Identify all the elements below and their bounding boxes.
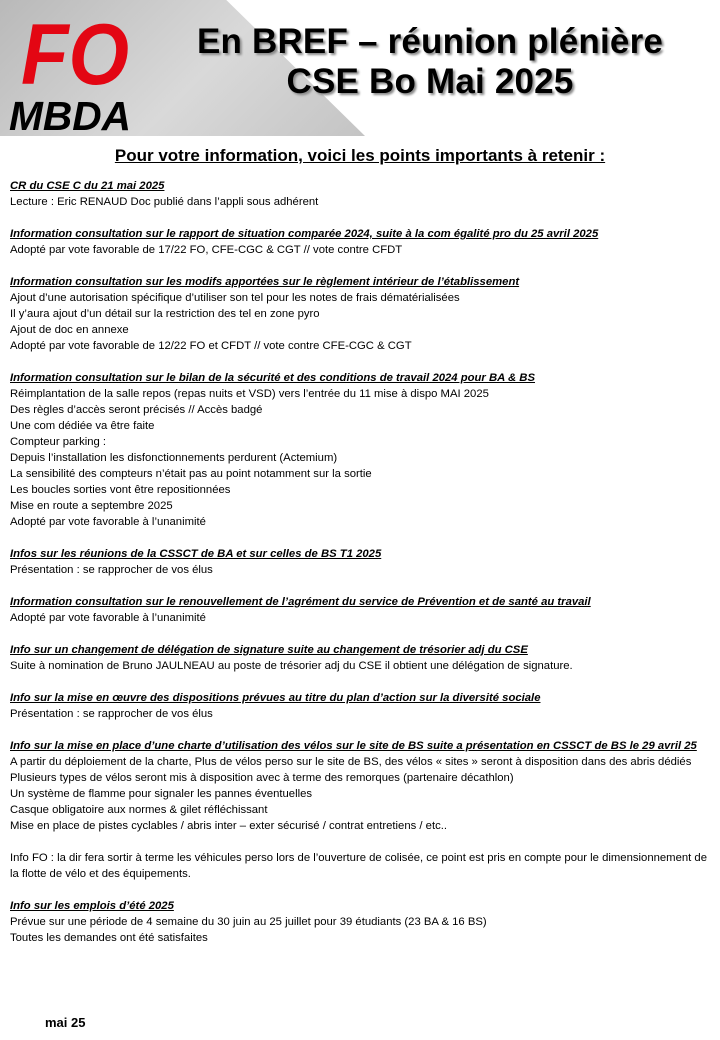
info-fo-note: Info FO : la dir fera sortir à terme les véhicules perso lors de l’ouverture de colisée, ce point est pris en compte pour le dimensionnement de la flotte de vélo et des équipements. bbox=[10, 852, 707, 880]
section-line: Ajout de doc en annexe bbox=[10, 324, 129, 336]
section-line: Compteur parking : bbox=[10, 436, 107, 448]
section-line: Un système de flamme pour signaler les pannes éventuelles bbox=[10, 788, 313, 800]
section-title: CR du CSE C du 21 mai 2025 bbox=[10, 180, 165, 192]
section-line: Lecture : Eric RENAUD Doc publié dans l’appli sous adhérent bbox=[10, 196, 319, 208]
section-line: Présentation : se rapprocher de vos élus bbox=[10, 564, 213, 576]
logo-fo-text: FO bbox=[21, 7, 129, 103]
section-agrement-sante bbox=[10, 594, 714, 626]
section-reglement-interieur bbox=[10, 274, 714, 354]
section-emplois-ete bbox=[10, 898, 714, 946]
section-line: Mise en route a septembre 2025 bbox=[10, 500, 173, 512]
section-rapport-situation bbox=[10, 226, 714, 258]
section-title: Info sur la mise en place d’une charte d’utilisation des vélos sur le site de BS suite a présentation en CSSCT de BS le 29 avril 25 bbox=[10, 740, 697, 752]
section-line: Toutes les demandes ont été satisfaites bbox=[10, 932, 208, 944]
section-line: Suite à nomination de Bruno JAULNEAU au poste de trésorier adj du CSE il obtient une délégation de signature. bbox=[10, 660, 573, 672]
page-title bbox=[150, 22, 710, 102]
section-line: Réimplantation de la salle repos (repas nuits et VSD) vers l’entrée du 11 mise à dispo MAI 2025 bbox=[10, 388, 489, 400]
section-title: Infos sur les réunions de la CSSCT de BA et sur celles de BS T1 2025 bbox=[10, 548, 382, 560]
section-charte-velos bbox=[10, 738, 714, 882]
section-line: Mise en place de pistes cyclables / abris inter – exter sécurisé / contrat entretiens / etc.. bbox=[10, 820, 448, 832]
section-title: Info sur la mise en œuvre des dispositions prévues au titre du plan d’action sur la diversité sociale bbox=[10, 692, 541, 704]
section-line: Depuis l’installation les disfonctionnements perdurent (Actemium) bbox=[10, 452, 338, 464]
section-line: Il y’aura ajout d’un détail sur la restriction des tel en zone pyro bbox=[10, 308, 320, 320]
section-title: Information consultation sur le bilan de la sécurité et des conditions de travail 2024 pour BA & BS bbox=[10, 372, 535, 384]
section-line: Adopté par vote favorable à l’unanimité bbox=[10, 516, 206, 528]
section-line: Plusieurs types de vélos seront mis à disposition avec à terme des remorques (partenaire décathlon) bbox=[10, 772, 514, 784]
title-line-2: CSE Bo Mai 2025 bbox=[286, 62, 574, 101]
header-banner bbox=[0, 0, 720, 136]
section-line: Ajout d’une autorisation spécifique d’utiliser son tel pour les notes de frais dématérialisées bbox=[10, 292, 460, 304]
spacer bbox=[10, 834, 714, 850]
section-line: La sensibilité des compteurs n’était pas au point notamment sur la sortie bbox=[10, 468, 372, 480]
fo-mbda-logo bbox=[5, 4, 137, 134]
section-title: Information consultation sur le rapport de situation comparée 2024, suite à la com égalité pro du 25 avril 2025 bbox=[10, 228, 599, 240]
section-line: Prévue sur une période de 4 semaine du 30 juin au 25 juillet pour 39 étudiants (23 BA & 16 BS) bbox=[10, 916, 487, 928]
section-line: Présentation : se rapprocher de vos élus bbox=[10, 708, 213, 720]
content-body bbox=[10, 178, 714, 962]
section-cr-cse bbox=[10, 178, 714, 210]
intro-heading: Pour votre information, voici les points importants à retenir : bbox=[114, 146, 606, 165]
section-line: Adopté par vote favorable de 12/22 FO et CFDT // vote contre CFE-CGC & CGT bbox=[10, 340, 412, 352]
section-cssct bbox=[10, 546, 714, 578]
section-diversite-sociale bbox=[10, 690, 714, 722]
section-delegation-signature bbox=[10, 642, 714, 674]
section-title: Info sur un changement de délégation de signature suite au changement de trésorier adj du CSE bbox=[10, 644, 528, 656]
section-bilan-securite bbox=[10, 370, 714, 530]
section-title: Information consultation sur les modifs apportées sur le règlement intérieur de l’établissement bbox=[10, 276, 520, 288]
section-line: Casque obligatoire aux normes & gilet réfléchissant bbox=[10, 804, 268, 816]
section-title: Info sur les emplois d’été 2025 bbox=[10, 900, 174, 912]
footer-date: mai 25 bbox=[45, 1015, 86, 1030]
section-title: Information consultation sur le renouvellement de l’agrément du service de Prévention et de santé au travail bbox=[10, 596, 591, 608]
section-line: Adopté par vote favorable à l’unanimité bbox=[10, 612, 206, 624]
logo-mbda-text: MBDA bbox=[9, 93, 131, 134]
section-line: Les boucles sorties vont être repositionnées bbox=[10, 484, 231, 496]
section-line: Une com dédiée va être faite bbox=[10, 420, 155, 432]
title-line-1: En BREF – réunion plénière bbox=[196, 22, 664, 61]
section-line: Adopté par vote favorable de 17/22 FO, CFE-CGC & CGT // vote contre CFDT bbox=[10, 244, 403, 256]
section-line: Des règles d’accès seront précisés // Accès badgé bbox=[10, 404, 263, 416]
section-line: A partir du déploiement de la charte, Plus de vélos perso sur le site de BS, des vélos « sites » seront à disposition dans des abris dédiés bbox=[10, 756, 692, 768]
